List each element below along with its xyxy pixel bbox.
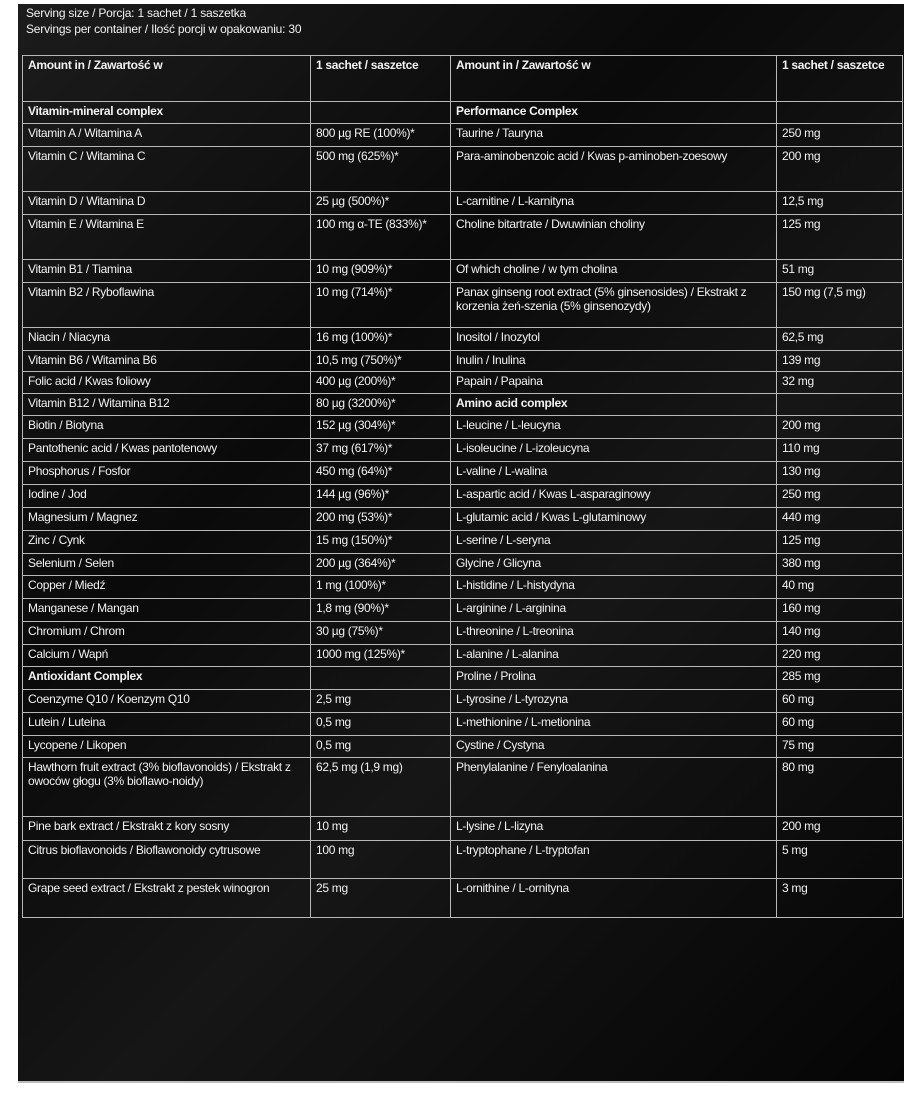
nutrient-name-left: Manganese / Mangan (23, 599, 311, 622)
nutrient-name-right: Cystine / Cystyna (451, 736, 777, 758)
nutrient-name-right: Performance Complex (451, 102, 777, 124)
nutrient-name-left: Chromium / Chrom (23, 622, 311, 645)
nutrient-amount-left: 1000 mg (125%)* (311, 645, 451, 667)
nutrient-name-left: Biotin / Biotyna (23, 416, 311, 439)
nutrient-name-right: Glycine / Glicyna (451, 554, 777, 576)
nutrient-name-right: Choline bitartrate / Dwuwinian choliny (451, 215, 777, 260)
nutrient-amount-right: 285 mg (777, 667, 903, 690)
nutrient-amount-right: 250 mg (777, 124, 903, 147)
nutrient-amount-right: 200 mg (777, 416, 903, 439)
nutrient-name-left: Folic acid / Kwas foliowy (23, 372, 311, 394)
nutrient-amount-right: 125 mg (777, 531, 903, 554)
nutrient-amount-left: 62,5 mg (1,9 mg) (311, 758, 451, 817)
table-row (23, 758, 903, 817)
table-row (23, 817, 903, 841)
nutrient-name-right: L-alanine / L-alanina (451, 645, 777, 667)
nutrient-amount-right: 160 mg (777, 599, 903, 622)
nutrient-amount-left: 152 µg (304%)* (311, 416, 451, 439)
nutrient-name-left: Vitamin-mineral complex (23, 102, 311, 124)
nutrient-name-right: L-ornithine / L-ornityna (451, 879, 777, 918)
nutrient-amount-right: 220 mg (777, 645, 903, 667)
nutrient-amount-left: 80 µg (3200%)* (311, 394, 451, 416)
nutrient-name-left: Vitamin B12 / Witamina B12 (23, 394, 311, 416)
table-row (23, 576, 903, 599)
nutrient-amount-right: 139 mg (777, 351, 903, 372)
nutrient-name-left: Antioxidant Complex (23, 667, 311, 690)
nutrient-name-left: Magnesium / Magnez (23, 508, 311, 531)
nutrient-name-right: Papain / Papaina (451, 372, 777, 394)
table-row (23, 462, 903, 485)
nutrient-name-right: L-leucine / L-leucyna (451, 416, 777, 439)
nutrient-name-right: L-serine / L-seryna (451, 531, 777, 554)
nutrient-amount-left: 400 µg (200%)* (311, 372, 451, 394)
table-row (23, 394, 903, 416)
table-row (23, 554, 903, 576)
nutrient-name-right: L-tyrosine / L-tyrozyna (451, 690, 777, 713)
nutrient-amount-right: 75 mg (777, 736, 903, 758)
nutrient-name-left: Hawthorn fruit extract (3% bioflavonoids) / Ekstrakt z owoców głogu (3% bioflawo-noidy) (23, 758, 311, 817)
nutrient-name-left: Vitamin C / Witamina C (23, 147, 311, 192)
nutrient-name-left: Pantothenic acid / Kwas pantotenowy (23, 439, 311, 462)
nutrient-name-left: Phosphorus / Fosfor (23, 462, 311, 485)
nutrient-amount-left: 100 mg (311, 841, 451, 879)
nutrient-name-right: L-arginine / L-arginina (451, 599, 777, 622)
table-row (23, 192, 903, 215)
nutrient-name-right: Para-aminobenzoic acid / Kwas p-aminoben-zoesowy (451, 147, 777, 192)
nutrient-name-left: Lutein / Luteina (23, 713, 311, 736)
nutrient-amount-left: 1,8 mg (90%)* (311, 599, 451, 622)
nutrient-amount-left: 450 mg (64%)* (311, 462, 451, 485)
nutrient-amount-left: 30 µg (75%)* (311, 622, 451, 645)
nutrient-name-right: L-valine / L-walina (451, 462, 777, 485)
nutrient-name-left: Zinc / Cynk (23, 531, 311, 554)
nutrient-amount-left: 0,5 mg (311, 713, 451, 736)
nutrient-amount-left (311, 667, 451, 690)
nutrient-name-left: Vitamin A / Witamina A (23, 124, 311, 147)
nutrient-amount-right: 130 mg (777, 462, 903, 485)
nutrient-amount-right: 200 mg (777, 817, 903, 841)
table-row (23, 283, 903, 328)
nutrient-amount-left: 25 mg (311, 879, 451, 918)
nutrient-name-left: Lycopene / Likopen (23, 736, 311, 758)
nutrient-amount-left: 10 mg (311, 817, 451, 841)
nutrient-name-right: L-aspartic acid / Kwas L-asparaginowy (451, 485, 777, 508)
table-row (23, 841, 903, 879)
nutrient-name-left: Selenium / Selen (23, 554, 311, 576)
table-row (23, 439, 903, 462)
servings-per-container: Servings per container / Ilość porcji w opakowaniu: 30 (26, 22, 302, 36)
nutrient-amount-left (311, 102, 451, 124)
nutrient-amount-right: 80 mg (777, 758, 903, 817)
nutrient-amount-left: 16 mg (100%)* (311, 328, 451, 351)
header-amount-right: Amount in / Zawartość w (451, 56, 777, 102)
nutrient-name-right: Phenylalanine / Fenyloalanina (451, 758, 777, 817)
nutrient-amount-right: 125 mg (777, 215, 903, 260)
nutrient-amount-left: 37 mg (617%)* (311, 439, 451, 462)
nutrient-amount-left: 1 mg (100%)* (311, 576, 451, 599)
table-row (23, 124, 903, 147)
nutrient-name-right: L-carnitine / L-karnityna (451, 192, 777, 215)
header-amount-left: Amount in / Zawartość w (23, 56, 311, 102)
nutrient-amount-right (777, 102, 903, 124)
table-row (23, 102, 903, 124)
nutrient-name-right: L-methionine / L-metionina (451, 713, 777, 736)
nutrient-name-right: Taurine / Tauryna (451, 124, 777, 147)
table-row (23, 351, 903, 372)
nutrient-amount-left: 144 µg (96%)* (311, 485, 451, 508)
header-unit-right: 1 sachet / saszetce (777, 56, 903, 102)
nutrient-amount-right: 40 mg (777, 576, 903, 599)
table-row (23, 215, 903, 260)
table-row (23, 879, 903, 918)
table-row (23, 736, 903, 758)
nutrient-name-right: Inulin / Inulina (451, 351, 777, 372)
table-row (23, 622, 903, 645)
nutrient-name-left: Copper / Miedź (23, 576, 311, 599)
header-unit-left: 1 sachet / saszetce (311, 56, 451, 102)
nutrient-name-left: Pine bark extract / Ekstrakt z kory sosny (23, 817, 311, 841)
nutrient-amount-left: 10,5 mg (750%)* (311, 351, 451, 372)
table-row (23, 508, 903, 531)
nutrient-name-right: L-lysine / L-lizyna (451, 817, 777, 841)
nutrient-amount-right: 5 mg (777, 841, 903, 879)
nutrient-amount-right: 60 mg (777, 690, 903, 713)
table-row (23, 531, 903, 554)
nutrient-name-left: Vitamin E / Witamina E (23, 215, 311, 260)
nutrient-name-right: L-tryptophane / L-tryptofan (451, 841, 777, 879)
nutrient-name-right: L-threonine / L-treonina (451, 622, 777, 645)
nutrient-amount-left: 800 µg RE (100%)* (311, 124, 451, 147)
table-row (23, 485, 903, 508)
nutrient-name-left: Vitamin B6 / Witamina B6 (23, 351, 311, 372)
nutrient-name-left: Vitamin D / Witamina D (23, 192, 311, 215)
serving-size: Serving size / Porcja: 1 sachet / 1 saszetka (26, 6, 246, 20)
nutrient-amount-right: 200 mg (777, 147, 903, 192)
nutrient-name-left: Grape seed extract / Ekstrakt z pestek winogron (23, 879, 311, 918)
nutrient-amount-right: 12,5 mg (777, 192, 903, 215)
nutrient-amount-right: 51 mg (777, 260, 903, 283)
table-row (23, 147, 903, 192)
nutrient-amount-right: 110 mg (777, 439, 903, 462)
table-row (23, 328, 903, 351)
nutrient-amount-right: 62,5 mg (777, 328, 903, 351)
nutrient-amount-right: 3 mg (777, 879, 903, 918)
nutrition-table (22, 55, 903, 918)
nutrient-amount-right: 140 mg (777, 622, 903, 645)
nutrient-name-right: Panax ginseng root extract (5% ginsenosides) / Ekstrakt z korzenia żeń-szenia (5% ginsenozydy) (451, 283, 777, 328)
table-row (23, 416, 903, 439)
nutrient-amount-left: 200 µg (364%)* (311, 554, 451, 576)
table-row (23, 599, 903, 622)
nutrient-name-left: Niacin / Niacyna (23, 328, 311, 351)
nutrient-amount-left: 10 mg (909%)* (311, 260, 451, 283)
nutrient-name-right: L-glutamic acid / Kwas L-glutaminowy (451, 508, 777, 531)
nutrient-name-left: Calcium / Wapń (23, 645, 311, 667)
nutrient-name-left: Vitamin B2 / Ryboflawina (23, 283, 311, 328)
nutrient-amount-right: 32 mg (777, 372, 903, 394)
nutrient-amount-left: 25 µg (500%)* (311, 192, 451, 215)
nutrient-name-left: Vitamin B1 / Tiamina (23, 260, 311, 283)
nutrient-amount-right: 150 mg (7,5 mg) (777, 283, 903, 328)
nutrient-amount-left: 2,5 mg (311, 690, 451, 713)
nutrient-amount-right: 60 mg (777, 713, 903, 736)
nutrient-amount-left: 0,5 mg (311, 736, 451, 758)
nutrient-name-right: Proline / Prolina (451, 667, 777, 690)
table-header-row (23, 56, 903, 102)
table-row (23, 690, 903, 713)
nutrient-name-left: Coenzyme Q10 / Koenzym Q10 (23, 690, 311, 713)
supplement-facts-panel (18, 4, 904, 1083)
nutrient-name-right: Amino acid complex (451, 394, 777, 416)
nutrient-name-left: Citrus bioflavonoids / Bioflawonoidy cytrusowe (23, 841, 311, 879)
nutrient-name-right: L-isoleucine / L-izoleucyna (451, 439, 777, 462)
table-row (23, 645, 903, 667)
nutrient-amount-left: 500 mg (625%)* (311, 147, 451, 192)
nutrient-amount-left: 200 mg (53%)* (311, 508, 451, 531)
nutrient-amount-left: 10 mg (714%)* (311, 283, 451, 328)
table-row (23, 260, 903, 283)
nutrient-name-right: Inositol / Inozytol (451, 328, 777, 351)
nutrient-amount-left: 15 mg (150%)* (311, 531, 451, 554)
nutrient-amount-right: 440 mg (777, 508, 903, 531)
nutrient-name-right: L-histidine / L-histydyna (451, 576, 777, 599)
nutrient-amount-right: 250 mg (777, 485, 903, 508)
nutrient-amount-right: 380 mg (777, 554, 903, 576)
table-row (23, 713, 903, 736)
table-row (23, 667, 903, 690)
table-row (23, 372, 903, 394)
nutrient-name-right: Of which choline / w tym cholina (451, 260, 777, 283)
nutrient-name-left: Iodine / Jod (23, 485, 311, 508)
nutrient-amount-left: 100 mg α-TE (833%)* (311, 215, 451, 260)
nutrient-amount-right (777, 394, 903, 416)
